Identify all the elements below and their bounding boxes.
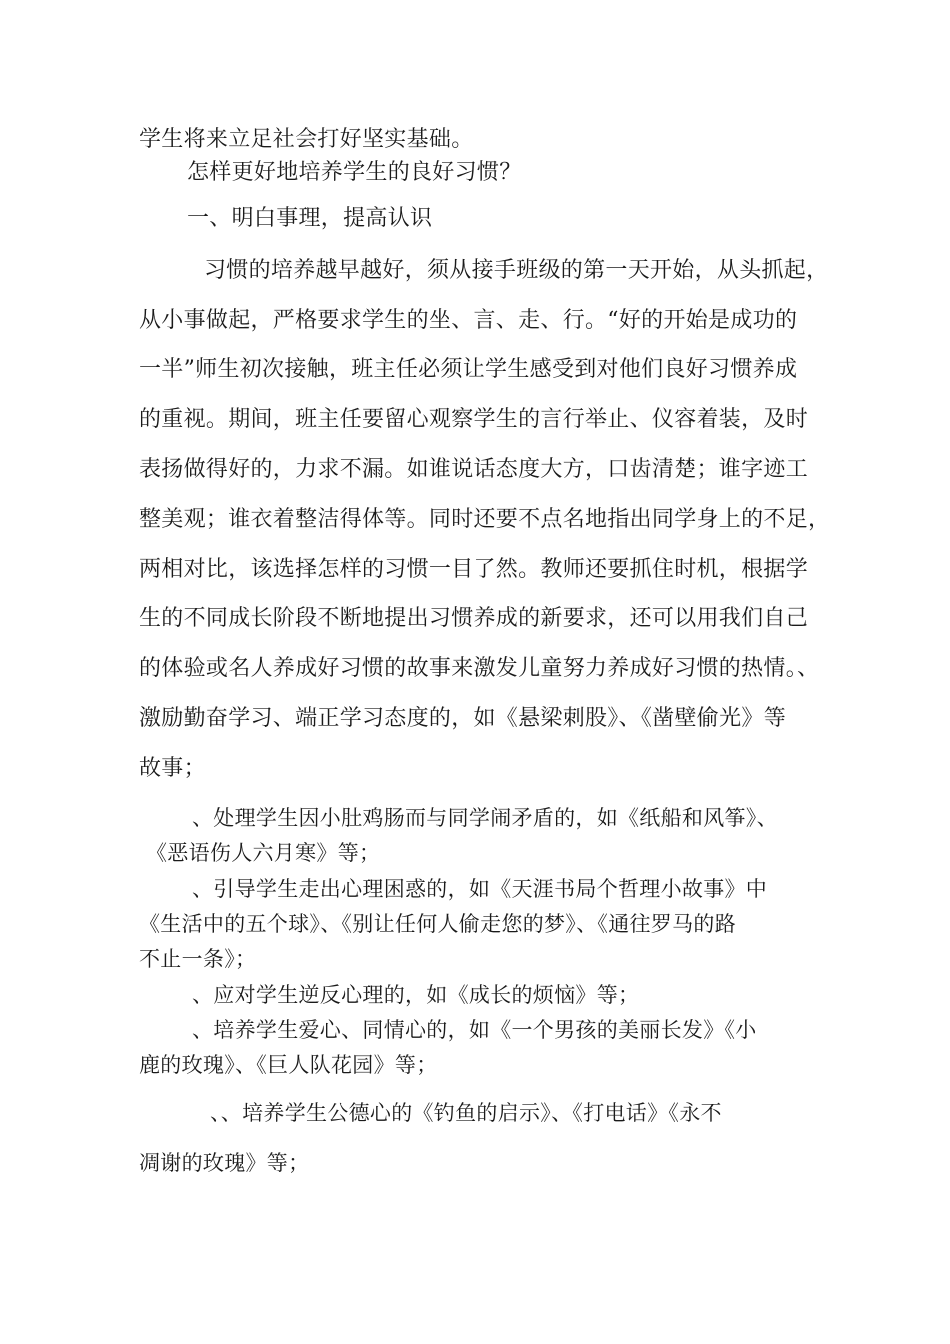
list-item-line: 《恶语伤人六月寒》等； — [146, 841, 381, 865]
paragraph-line: 整美观；谁衣着整洁得体等。同时还要不点名地指出同学身上的不足， — [139, 507, 831, 532]
paragraph-line: 一半”师生初次接触，班主任必须让学生感受到对他们良好习惯养成 — [139, 357, 798, 382]
paragraph-line: 习惯的培养越早越好，须从接手班级的第一天开始，从头抓起， — [204, 258, 829, 283]
paragraph-line: 两相对比，该选择怎样的习惯一目了然。教师还要抓住时机，根据学 — [139, 557, 809, 582]
paragraph-line: 生的不同成长阶段不断地提出习惯养成的新要求，还可以用我们自己 — [139, 606, 809, 631]
paragraph-line: 学生将来立足社会打好坚实基础。 — [139, 127, 474, 152]
list-item-line: 《生活中的五个球》、《别让任何人偷走您的梦》、《通往罗马的路 — [139, 912, 736, 936]
list-item-line: 凋谢的玫瑰》等； — [139, 1151, 310, 1175]
list-item-line: 、、培养学生公德心的《钓鱼的启示》、《打电话》《永不 — [210, 1101, 722, 1125]
list-item-line: 不止一条》； — [139, 947, 257, 971]
list-item-line: 激励勤奋学习、端正学习态度的，如《悬梁刺股》、《凿壁偷光》等 — [139, 706, 787, 731]
list-item-line: 、处理学生因小肚鸡肠而与同学闹矛盾的，如《纸船和风筝》、 — [192, 806, 778, 830]
list-item-line: 、引导学生走出心理困惑的，如《天涯书局个哲理小故事》中 — [192, 877, 768, 901]
list-item-line: 鹿的玫瑰》、《巨人队花园》等； — [139, 1053, 438, 1077]
list-item-line: 故事； — [139, 756, 206, 781]
paragraph-line: 从小事做起，严格要求学生的坐、言、走、行。“好的开始是成功的 — [139, 308, 798, 333]
list-item-line: 、培养学生爱心、同情心的，如《一个男孩的美丽长发》《小 — [192, 1018, 757, 1042]
question-heading: 怎样更好地培养学生的良好习惯？ — [187, 160, 522, 185]
section-heading: 一、明白事理，提高认识 — [187, 206, 433, 231]
paragraph-line: 表扬做得好的，力求不漏。如谁说话态度大方，口齿清楚；谁字迹工 — [139, 457, 809, 482]
list-item-line: 、应对学生逆反心理的，如《成长的烦恼》等； — [192, 983, 640, 1007]
paragraph-line: 的重视。期间，班主任要留心观察学生的言行举止、仪容着装，及时 — [139, 407, 809, 432]
paragraph-line: 的体验或名人养成好习惯的故事来激发儿童努力养成好习惯的热情。、 — [139, 656, 820, 681]
